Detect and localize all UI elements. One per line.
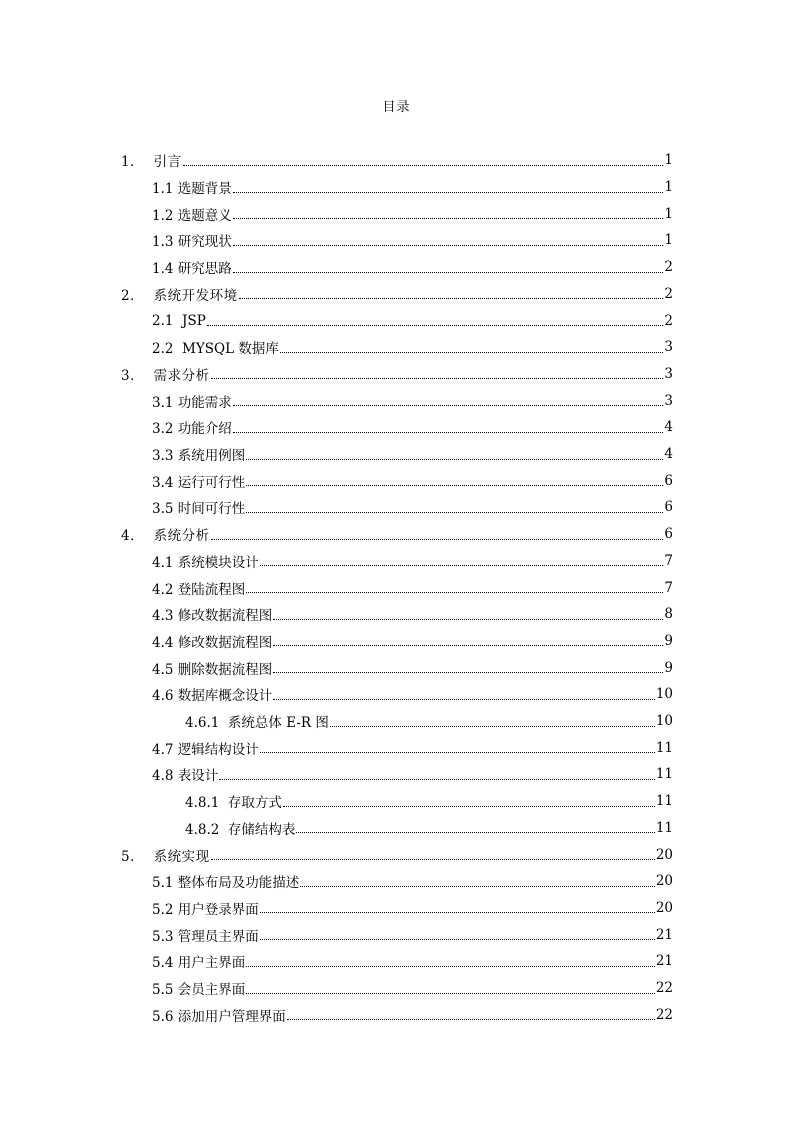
toc-entry-label: 3.5 时间可行性 <box>152 501 246 518</box>
toc-entry-label: 5.6 添加用户管理界面 <box>152 1008 286 1025</box>
page-title: 目录 <box>382 100 411 115</box>
toc-entry[interactable] <box>152 387 673 414</box>
dot-leader <box>273 699 655 700</box>
dot-leader <box>233 432 664 433</box>
toc-entry-label: 4.6 数据库概念设计 <box>152 688 273 705</box>
toc-entry-page-number: 6 <box>664 526 673 543</box>
dot-leader <box>330 726 655 727</box>
toc-entry-page-number: 3 <box>664 339 673 356</box>
toc-entry-page-number: 1 <box>664 232 673 249</box>
toc-entry-label: 4.2 登陆流程图 <box>152 581 246 598</box>
toc-entry-label: 5.1 整体布局及功能描述 <box>152 875 300 892</box>
toc-entry-page-number: 1 <box>664 179 673 196</box>
toc-entry-page-number: 9 <box>664 659 673 676</box>
toc-entry-label: 1.2 选题意义 <box>152 207 232 224</box>
toc-entry[interactable] <box>152 494 673 521</box>
toc-entry-page-number: 11 <box>655 819 673 836</box>
toc-entry-page-number: 2 <box>664 285 673 302</box>
toc-entry-label: 1.4 研究思路 <box>152 261 232 278</box>
toc-entry[interactable] <box>185 708 673 735</box>
dot-leader <box>246 485 663 486</box>
toc-entry-page-number: 6 <box>664 499 673 516</box>
dot-leader <box>211 539 664 540</box>
toc-entry-page-number: 4 <box>664 419 673 436</box>
dot-leader <box>260 565 664 566</box>
dot-leader <box>207 325 664 326</box>
dot-leader <box>246 966 655 967</box>
toc-entry[interactable] <box>121 521 673 548</box>
toc-entry-page-number: 7 <box>664 552 673 569</box>
toc-entry-page-number: 21 <box>655 926 673 943</box>
dot-leader <box>287 1019 655 1020</box>
dot-leader <box>233 218 664 219</box>
toc-entry[interactable] <box>121 361 673 388</box>
dot-leader <box>246 592 663 593</box>
toc-entry-label: 1． 引言 <box>121 154 182 171</box>
dot-leader <box>246 993 655 994</box>
dot-leader <box>280 352 664 353</box>
toc-entry-page-number: 22 <box>655 1006 673 1023</box>
dot-leader <box>183 165 664 166</box>
toc-entry-page-number: 20 <box>655 899 673 916</box>
toc-entry-page-number: 21 <box>655 953 673 970</box>
toc-entry[interactable] <box>185 788 673 815</box>
toc-entry-label: 4.7 逻辑结构设计 <box>152 741 259 758</box>
toc-entry-label: 2.2 MYSQL 数据库 <box>152 341 279 358</box>
dot-leader <box>246 512 663 513</box>
toc-entry[interactable] <box>152 868 673 895</box>
toc-entry[interactable] <box>152 948 673 975</box>
toc-entry[interactable] <box>152 921 673 948</box>
dot-leader <box>260 939 655 940</box>
toc-entry-page-number: 11 <box>655 766 673 783</box>
toc-entry-page-number: 2 <box>664 312 673 329</box>
toc-entry-label: 1.3 研究现状 <box>152 234 232 251</box>
toc-entry-label: 2． 系统开发环境 <box>121 287 238 304</box>
toc-entry-label: 4.8.2 存储结构表 <box>185 821 296 838</box>
toc-entry[interactable] <box>152 734 673 761</box>
dot-leader <box>211 859 655 860</box>
dot-leader <box>233 272 664 273</box>
toc-entry-page-number: 8 <box>664 606 673 623</box>
dot-leader <box>273 645 663 646</box>
toc-entry[interactable] <box>152 574 673 601</box>
toc-entry-page-number: 20 <box>655 873 673 890</box>
dot-leader <box>233 192 664 193</box>
dot-leader <box>260 752 655 753</box>
toc-entry-label: 3． 需求分析 <box>121 367 210 384</box>
toc-entry-page-number: 10 <box>655 686 673 703</box>
toc-entry-page-number: 3 <box>664 365 673 382</box>
dot-leader <box>273 672 663 673</box>
toc-entry-page-number: 20 <box>655 846 673 863</box>
toc-entry[interactable] <box>152 174 673 201</box>
toc-entry-label: 4.8 表设计 <box>152 768 219 785</box>
toc-entry-page-number: 7 <box>664 579 673 596</box>
dot-leader <box>219 779 655 780</box>
toc-entry-page-number: 3 <box>664 392 673 409</box>
toc-entry-label: 4.6.1 系统总体 E-R 图 <box>185 715 329 732</box>
toc-entry-label: 5.2 用户登录界面 <box>152 901 259 918</box>
toc-entry[interactable] <box>152 601 673 628</box>
toc-entry-label: 5.4 用户主界面 <box>152 955 246 972</box>
toc-entry[interactable] <box>152 1001 673 1028</box>
toc-entry[interactable] <box>185 815 673 842</box>
dot-leader <box>283 806 655 807</box>
toc-entry[interactable] <box>152 227 673 254</box>
toc-entry-page-number: 11 <box>655 793 673 810</box>
dot-leader <box>246 459 663 460</box>
toc-entry[interactable] <box>152 307 673 334</box>
dot-leader <box>211 378 664 379</box>
dot-leader <box>296 832 654 833</box>
toc-entry-label: 4.8.1 存取方式 <box>185 795 282 812</box>
toc-entry-label: 3.2 功能介绍 <box>152 421 232 438</box>
toc-entry-page-number: 9 <box>664 632 673 649</box>
dot-leader <box>233 405 664 406</box>
toc-entry-page-number: 2 <box>664 259 673 276</box>
toc-entry[interactable] <box>152 254 673 281</box>
toc-entry-page-number: 1 <box>664 205 673 222</box>
toc-entry-label: 4.4 修改数据流程图 <box>152 634 273 651</box>
toc-entry-page-number: 1 <box>664 152 673 169</box>
toc-entry[interactable] <box>121 147 673 174</box>
toc-entry-label: 4． 系统分析 <box>121 528 210 545</box>
toc-entry[interactable] <box>152 628 673 655</box>
dot-leader <box>273 619 663 620</box>
toc-entry[interactable] <box>152 895 673 922</box>
toc-entry[interactable] <box>152 548 673 575</box>
toc-entry-page-number: 22 <box>655 980 673 997</box>
toc-entry-label: 3.1 功能需求 <box>152 394 232 411</box>
toc-entry[interactable] <box>152 334 673 361</box>
toc-entry[interactable] <box>152 414 673 441</box>
toc-entry-label: 4.5 删除数据流程图 <box>152 661 273 678</box>
toc-entry-label: 5.5 会员主界面 <box>152 982 246 999</box>
toc-entry[interactable] <box>152 975 673 1002</box>
toc-entry-label: 4.1 系统模块设计 <box>152 554 259 571</box>
toc-entry[interactable] <box>152 761 673 788</box>
toc-entry[interactable] <box>121 841 673 868</box>
toc-entry-label: 4.3 修改数据流程图 <box>152 608 273 625</box>
toc-entry-page-number: 6 <box>664 472 673 489</box>
toc-entry-label: 5.3 管理员主界面 <box>152 928 259 945</box>
toc-entry-label: 1.1 选题背景 <box>152 181 232 198</box>
dot-leader <box>233 245 664 246</box>
toc-entry[interactable] <box>152 441 673 468</box>
toc-entry[interactable] <box>152 681 673 708</box>
toc-entry-label: 3.4 运行可行性 <box>152 474 246 491</box>
toc-entry[interactable] <box>121 281 673 308</box>
toc-entry-page-number: 11 <box>655 739 673 756</box>
toc-entry-label: 2.1 JSP <box>152 312 206 329</box>
toc-entry[interactable] <box>152 200 673 227</box>
toc-entry[interactable] <box>152 467 673 494</box>
toc-entry-page-number: 4 <box>664 446 673 463</box>
dot-leader <box>239 298 664 299</box>
dot-leader <box>300 886 655 887</box>
toc-entry-page-number: 10 <box>655 713 673 730</box>
dot-leader <box>260 912 655 913</box>
toc-entry[interactable] <box>152 654 673 681</box>
toc-entry-label: 3.3 系统用例图 <box>152 448 246 465</box>
toc-entry-label: 5． 系统实现 <box>121 848 210 865</box>
